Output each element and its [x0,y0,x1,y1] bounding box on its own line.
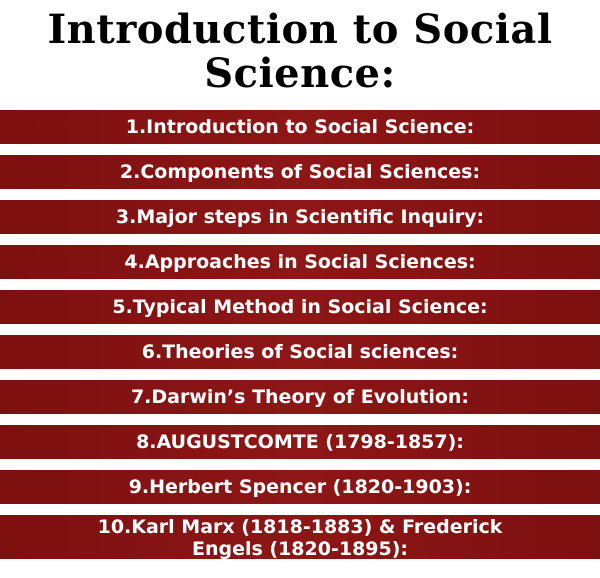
list-item-label: 5.Typical Method in Social Science: [112,296,488,318]
list-item-label: 2.Components of Social Sciences: [119,161,481,183]
contents-list [0,110,600,559]
list-item [0,200,600,234]
list-item [0,515,600,559]
page-title-line-2: Science: [204,50,396,97]
list-item-label: 9.Herbert Spencer (1820-1903): [128,476,472,498]
list-item-label: 8.AUGUSTCOMTE (1798-1857): [136,431,464,453]
list-item-label: 1.Introduction to Social Science: [125,116,475,138]
list-item [0,290,600,324]
list-item-label: 10.Karl Marx (1818-1883) & Frederick [97,516,503,538]
page-title-line-1: Introduction to Social [47,6,553,53]
list-item [0,110,600,144]
list-item [0,380,600,414]
list-item-label: 4.Approaches in Social Sciences: [124,251,476,273]
list-item-label: 3.Major steps in Scientific Inquiry: [115,206,485,228]
list-item [0,470,600,504]
list-item [0,245,600,279]
list-item-label: 7.Darwin’s Theory of Evolution: [130,386,470,408]
list-item [0,425,600,459]
list-item [0,335,600,369]
list-item [0,155,600,189]
list-item-label: 6.Theories of Social sciences: [141,341,459,363]
list-item-label-line-2: Engels (1820-1895): [191,538,409,559]
page-title [0,0,600,96]
